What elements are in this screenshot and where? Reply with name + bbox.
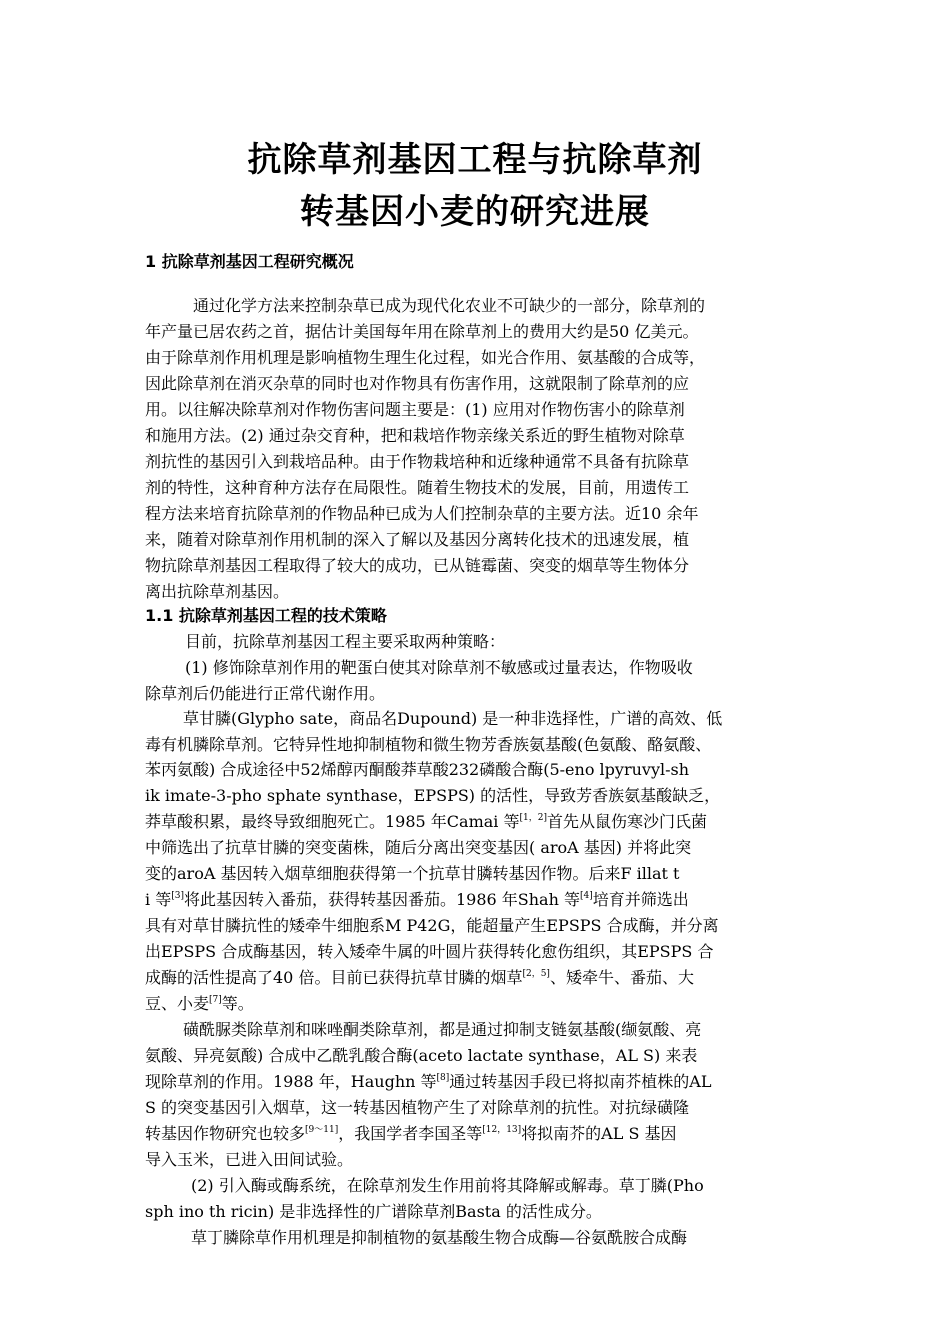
text-line xyxy=(145,760,689,780)
text-line xyxy=(145,400,685,420)
text-line xyxy=(145,1046,697,1066)
text-segment: 通过化学方法来控制杂草已成为现代化农业不可缺少的一部分，除草剂的 xyxy=(193,296,706,315)
text-segment: 目前，抗除草剂基因工程主要采取两种策略： xyxy=(185,632,506,651)
text-segment: ，我国学者李国圣等 xyxy=(338,1124,483,1143)
text-line xyxy=(145,994,254,1014)
text-line xyxy=(145,426,685,446)
text-segment: 中筛选出了抗草甘膦的突变菌株，随后分离出突变基因( aroA 基因) 并将此突 xyxy=(145,838,692,857)
text-line xyxy=(145,1098,689,1118)
text-line xyxy=(145,838,691,858)
text-segment: 将拟南芥的AL S 基因 xyxy=(521,1124,677,1143)
text-line xyxy=(145,916,719,936)
citation-superscript: [12，13] xyxy=(482,1125,522,1135)
text-segment: ik imate-3-pho sphate synthase，EPSPS) 的活性，导致芳香族氨基酸缺乏， xyxy=(145,786,721,805)
text-segment: 由于除草剂作用机理是影响植物生理生化过程，如光合作用、氨基酸的合成等， xyxy=(145,348,706,367)
text-segment: 用。以往解决除草剂对作物伤害问题主要是：(1) 应用对作物伤害小的除草剂 xyxy=(145,400,685,419)
text-line xyxy=(145,1124,677,1144)
text-line xyxy=(145,1202,602,1222)
citation-superscript: [9～11] xyxy=(305,1125,339,1135)
text-line xyxy=(145,786,720,806)
text-line xyxy=(145,322,698,342)
text-segment: 1.1 抗除草剂基因工程的技术策略 xyxy=(145,606,387,625)
text-segment: 、矮牵牛、番茄、大 xyxy=(549,968,694,987)
title-line-1: 抗除草剂基因工程与抗除草剂 xyxy=(247,140,703,180)
text-line xyxy=(145,374,689,394)
text-segment: 豆、小麦 xyxy=(145,994,210,1013)
text-segment: 通过转基因手段已将拟南芥植株的AL xyxy=(449,1072,712,1091)
text-segment: 出EPSPS 合成酶基因，转入矮牵牛属的叶圆片获得转化愈伤组织，其EPSPS 合 xyxy=(145,942,714,961)
text-line xyxy=(145,530,689,550)
citation-superscript: [1，2] xyxy=(519,813,547,823)
text-segment: 具有对草甘膦抗性的矮牵牛细胞系M P42G，能超量产生EPSPS 合成酶，并分离 xyxy=(145,916,719,935)
text-segment: 成酶的活性提高了40 倍。目前已获得抗草甘膦的烟草 xyxy=(145,968,523,987)
text-line xyxy=(145,1072,711,1092)
text-segment: 变的aroA 基因转入烟草细胞获得第一个抗草甘膦转基因作物。后来F illat t xyxy=(145,864,680,883)
citation-superscript: [8] xyxy=(436,1073,450,1083)
text-line xyxy=(145,890,689,910)
text-segment: 因此除草剂在消灭杂草的同时也对作物具有伤害作用，这就限制了除草剂的应 xyxy=(145,374,690,393)
text-line xyxy=(183,709,722,729)
text-line xyxy=(145,968,694,988)
text-line xyxy=(145,478,689,498)
text-segment: 剂的特性，这种育种方法存在局限性。随着生物技术的发展，目前，用遗传工 xyxy=(145,478,690,497)
text-segment: 和施用方法。(2) 通过杂交育种，把和栽培作物亲缘关系近的野生植物对除草 xyxy=(145,426,685,445)
text-line xyxy=(185,632,505,652)
text-segment: 1 抗除草剂基因工程研究概况 xyxy=(145,252,354,271)
text-line xyxy=(145,1150,353,1170)
text-segment: 转基因作物研究也较多 xyxy=(145,1124,306,1143)
text-line xyxy=(191,1228,687,1248)
text-line xyxy=(145,812,707,832)
citation-superscript: [7] xyxy=(209,995,222,1005)
text-line xyxy=(145,942,713,962)
text-segment: 除草剂后仍能进行正常代谢作用。 xyxy=(145,684,386,703)
title-line-2: 转基因小麦的研究进展 xyxy=(300,192,650,232)
text-line xyxy=(183,1020,701,1040)
text-segment: 离出抗除草剂基因。 xyxy=(145,582,290,601)
section-heading xyxy=(145,606,387,626)
text-line xyxy=(145,864,680,884)
text-segment: 苯丙氨酸) 合成途径中52烯醇丙酮酸莽草酸232磷酸合酶(5-eno lpyruvyl-sh xyxy=(145,760,690,779)
text-segment: 现除草剂的作用。1988 年，Haughn 等 xyxy=(145,1072,437,1091)
text-line xyxy=(191,1176,704,1196)
text-line xyxy=(193,296,705,316)
text-segment: (2) 引入酶或酶系统，在除草剂发生作用前将其降解或解毒。草丁膦(Pho xyxy=(191,1176,704,1195)
text-segment: 导入玉米，已进入田间试验。 xyxy=(145,1150,354,1169)
text-segment: S 的突变基因引入烟草，这一转基因植物产生了对除草剂的抗性。对抗绿磺隆 xyxy=(145,1098,690,1117)
text-segment: 剂抗性的基因引入到栽培品种。由于作物栽培种和近缘种通常不具备有抗除草 xyxy=(145,452,690,471)
section-heading xyxy=(145,252,354,272)
text-segment: sph ino th ricin) 是非选择性的广谱除草剂Basta 的活性成分。 xyxy=(145,1202,602,1221)
text-line xyxy=(185,658,693,678)
text-segment: 来，随着对除草剂作用机制的深入了解以及基因分离转化技术的迅速发展，植 xyxy=(145,530,690,549)
text-line xyxy=(145,556,689,576)
citation-superscript: [2，5] xyxy=(522,969,550,979)
text-segment: 草甘膦(Glypho sate，商品名Dupound) 是一种非选择性，广谱的高效、低 xyxy=(183,709,723,728)
text-segment: 毒有机膦除草剂。它特异性地抑制植物和微生物芳香族氨基酸(色氨酸、酪氨酸、 xyxy=(145,735,712,754)
text-segment: 年产量已居农药之首，据估计美国每年用在除草剂上的费用大约是50 亿美元。 xyxy=(145,322,699,341)
text-segment: 首先从鼠伤寒沙门氏菌 xyxy=(547,812,708,831)
text-segment: 莽草酸积累，最终导致细胞死亡。1985 年Camai 等 xyxy=(145,812,520,831)
text-segment: 草丁膦除草作用机理是抑制植物的氨基酸生物合成酶—谷氨酰胺合成酶 xyxy=(191,1228,688,1247)
citation-superscript: [3] xyxy=(171,891,184,901)
text-line xyxy=(145,348,705,368)
text-line xyxy=(145,452,689,472)
text-segment: 物抗除草剂基因工程取得了较大的成功，已从链霉菌、突变的烟草等生物体分 xyxy=(145,556,690,575)
text-line xyxy=(145,684,385,704)
text-segment: 程方法来培育抗除草剂的作物品种已成为人们控制杂草的主要方法。近10 余年 xyxy=(145,504,699,523)
text-line xyxy=(145,504,698,524)
text-segment: 磺酰脲类除草剂和咪唑酮类除草剂，都是通过抑制支链氨基酸(缬氨酸、亮 xyxy=(183,1020,702,1039)
citation-superscript: [4] xyxy=(579,891,593,901)
text-segment: (1) 修饰除草剂作用的靶蛋白使其对除草剂不敏感或过量表达，作物吸收 xyxy=(185,658,693,677)
text-line xyxy=(145,735,711,755)
text-segment: 培育并筛选出 xyxy=(592,890,689,909)
text-line xyxy=(145,582,289,602)
text-segment: 将此基因转入番茄，获得转基因番茄。1986 年Shah 等 xyxy=(183,890,580,909)
text-segment: i 等 xyxy=(145,890,172,909)
text-segment: 等。 xyxy=(221,994,254,1013)
text-segment: 氨酸、异亮氨酸) 合成中乙酰乳酸合酶(aceto lactate synthase，AL S) 来表 xyxy=(145,1046,698,1065)
